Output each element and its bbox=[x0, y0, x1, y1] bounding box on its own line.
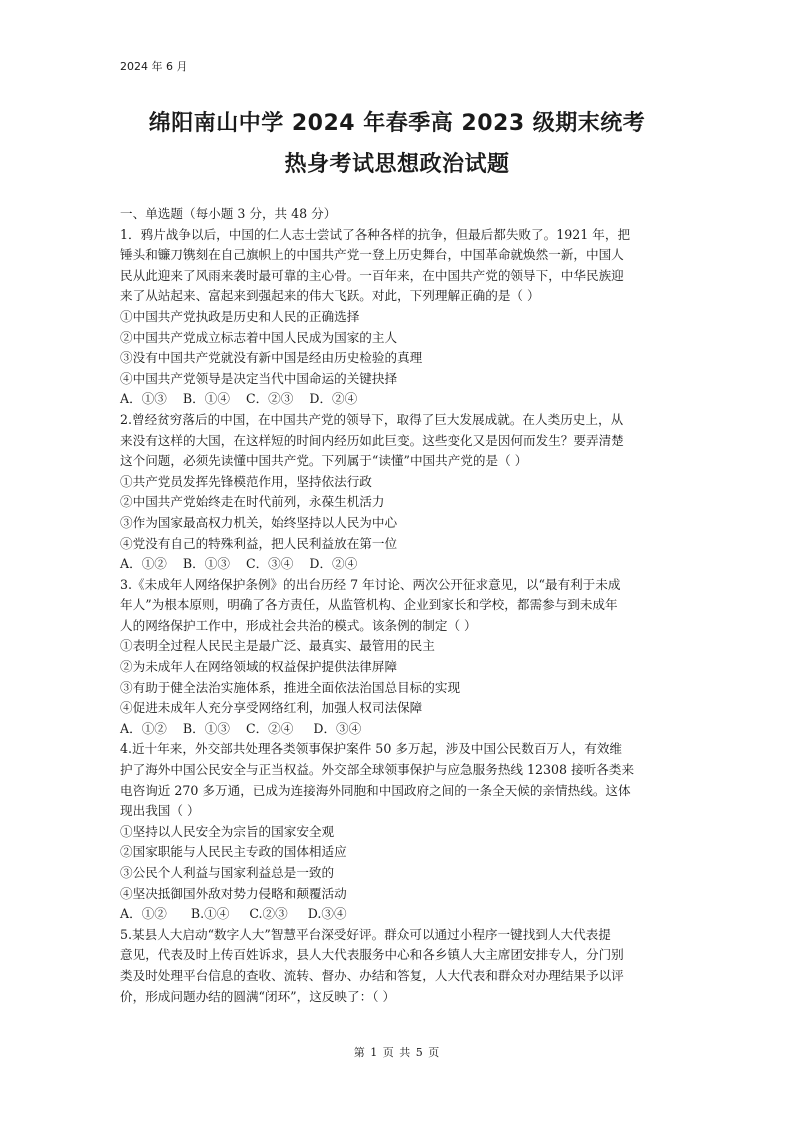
question-stem-line: 护了海外中国公民安全与正当权益。外交部全球领事保护与应急服务热线 12308 接听各类来 bbox=[120, 762, 635, 778]
question-5 bbox=[120, 925, 676, 1007]
answer-options: A．①③ B．①④ C．②③ D．②④ bbox=[120, 391, 358, 407]
question-1 bbox=[120, 225, 676, 410]
question-stem-line: 意见，代表及时上传百姓诉求，县人大代表服务中心和各乡镇人大主席团安排专人，分门别 bbox=[120, 947, 624, 963]
question-2 bbox=[120, 410, 676, 575]
question-stem-line: 1．鸦片战争以后，中国的仁人志士尝试了各种各样的抗争，但最后都失败了。1921 年，把 bbox=[120, 226, 631, 242]
question-stem-line: 人的网络保护工作中，形成社会共治的模式。该条例的制定（ ） bbox=[120, 617, 477, 633]
statement-item: ③作为国家最高权力机关，始终坚持以人民为中心 bbox=[120, 514, 398, 530]
statement-item: ②中国共产党成立标志着中国人民成为国家的主人 bbox=[120, 329, 398, 345]
question-stem-line: 锤头和镰刀镌刻在自己旗帜上的中国共产党一登上历史舞台，中国革命就焕然一新，中国人 bbox=[120, 247, 624, 263]
question-stem-line: 类及时处理平台信息的查收、流转、督办、办结和答复，人大代表和群众对办理结果予以评 bbox=[120, 967, 624, 983]
question-stem-line: 3.《未成年人网络保护条例》的出台历经 7 年讨论、两次公开征求意见，以“最有利于未成 bbox=[120, 576, 621, 592]
statement-item: ②国家职能与人民民主专政的国体相适应 bbox=[120, 844, 347, 860]
question-stem-line: 民从此迎来了风雨来袭时最可靠的主心骨。一百年来，在中国共产党的领导下，中华民族迎 bbox=[120, 267, 624, 283]
statement-item: ④中国共产党领导是决定当代中国命运的关键抉择 bbox=[120, 370, 398, 386]
statement-item: ①坚持以人民安全为宗旨的国家安全观 bbox=[120, 823, 335, 839]
question-stem-line: 来没有这样的大国，在这样短的时间内经历如此巨变。这些变化又是因何而发生？要弄清楚 bbox=[120, 432, 624, 448]
statement-item: ③有助于健全法治实施体系，推进全面依法治国总目标的实现 bbox=[120, 679, 461, 695]
exam-title-line2: 热身考试思想政治试题 bbox=[284, 152, 510, 177]
exam-title-line1: 绵阳南山中学 2024 年春季高 2023 级期末统考 bbox=[148, 111, 646, 136]
question-stem-line: 价，形成问题办结的圆满“闭环”，这反映了：（ ） bbox=[120, 988, 396, 1004]
question-stem-line: 这个问题，必须先读懂中国共产党。下列属于“读懂”中国共产党的是（ ） bbox=[120, 453, 528, 469]
answer-options: A．①② B．①③ C．③④ D．②④ bbox=[120, 556, 358, 572]
statement-item: ①共产党员发挥先锋模范作用，坚持依法行政 bbox=[120, 473, 372, 489]
question-stem-line: 电咨询近 270 多万通，已成为连接海外同胞和中国政府之间的一条全天候的亲情热线。这体 bbox=[120, 782, 631, 798]
question-stem-line: 4.近十年来，外交部共处理各类领事保护案件 50 多万起，涉及中国公民数百万人，有效维 bbox=[120, 741, 623, 757]
statement-item: ③公民个人利益与国家利益总是一致的 bbox=[120, 865, 335, 880]
answer-options: A．①② B．①③ C．②④ D．③④ bbox=[120, 720, 362, 736]
statement-item: ③没有中国共产党就没有新中国是经由历史检验的真理 bbox=[120, 350, 423, 366]
exam-content bbox=[120, 204, 676, 1007]
section-heading: 一、单选题（每小题 3 分，共 48 分） bbox=[120, 206, 337, 221]
question-stem-line: 5.某县人大启动“数字人大”智慧平台深受好评。群众可以通过小程序一键找到人大代表提 bbox=[120, 926, 611, 942]
statement-item: ②为未成年人在网络领域的权益保护提供法律屏障 bbox=[120, 659, 398, 675]
question-stem-line: 2.曾经贫穷落后的中国，在中国共产党的领导下，取得了巨大发展成就。在人类历史上，从 bbox=[120, 411, 624, 427]
statement-item: ④坚决抵御国外敌对势力侵略和颠覆活动 bbox=[120, 885, 347, 901]
statement-item: ④党没有自己的特殊利益，把人民利益放在第一位 bbox=[120, 535, 398, 551]
statement-item: ②中国共产党始终走在时代前列，永葆生机活力 bbox=[120, 494, 385, 510]
answer-options: A．①② B.①④ C.②③ D.③④ bbox=[120, 906, 347, 922]
question-stem-line: 来了从站起来、富起来到强起来的伟大飞跃。对此，下列理解正确的是（ ） bbox=[120, 288, 540, 304]
question-3 bbox=[120, 575, 676, 740]
question-stem-line: 年人”为根本原则，明确了各方责任，从监管机构、企业到家长和学校，都需参与到未成年 bbox=[120, 597, 618, 613]
statement-item: ④促进未成年人充分享受网络红利，加强人权司法保障 bbox=[120, 700, 423, 716]
page-number: 第 1 页 共 5 页 bbox=[353, 1046, 441, 1059]
statement-item: ①表明全过程人民民主是最广泛、最真实、最管用的民主 bbox=[120, 638, 435, 654]
question-stem-line: 现出我国（ ） bbox=[120, 803, 200, 819]
exam-date: 2024 年 6 月 bbox=[120, 60, 188, 73]
statement-item: ①中国共产党执政是历史和人民的正确选择 bbox=[120, 308, 360, 324]
question-4 bbox=[120, 739, 676, 924]
